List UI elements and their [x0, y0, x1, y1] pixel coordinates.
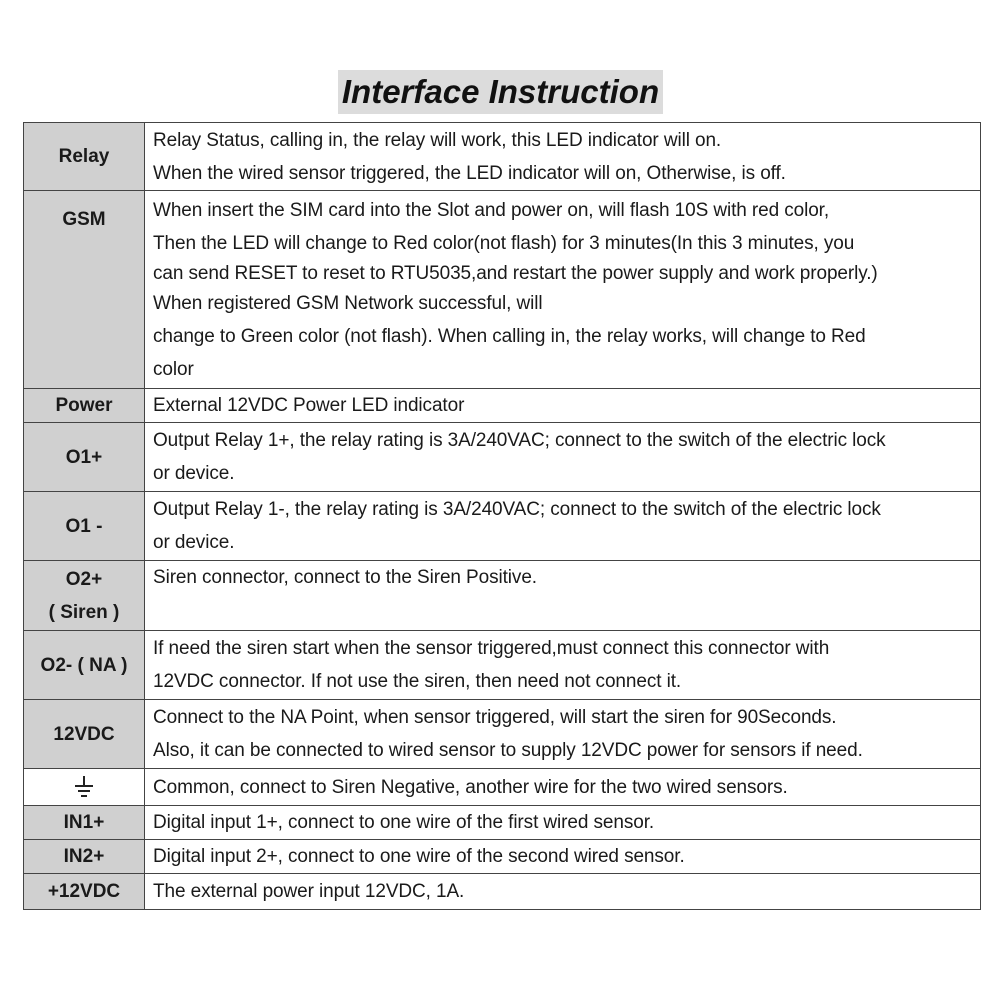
row-description: Siren connector, connect to the Siren Positive. [145, 561, 981, 631]
row-description: The external power input 12VDC, 1A. [145, 874, 981, 910]
row-description: Output Relay 1+, the relay rating is 3A/240VAC; connect to the switch of the electric lock or device. [145, 423, 981, 492]
row-label: Power [24, 389, 145, 423]
table-row [24, 561, 981, 631]
row-label: Relay [24, 123, 145, 191]
row-label: GSM [24, 191, 145, 389]
row-description: Digital input 2+, connect to one wire of the second wired sensor. [145, 840, 981, 874]
table-row [24, 631, 981, 700]
table-row [24, 769, 981, 806]
table-row [24, 874, 981, 910]
table-row [24, 700, 981, 769]
row-label [24, 769, 145, 806]
row-label: +12VDC [24, 874, 145, 910]
page-title: Interface Instruction [338, 70, 663, 114]
row-description: Output Relay 1-, the relay rating is 3A/240VAC; connect to the switch of the electric lock or device. [145, 492, 981, 561]
table-row [24, 123, 981, 191]
row-description: Connect to the NA Point, when sensor triggered, will start the siren for 90Seconds. Also, it can be connected to wired sensor to supply 12VDC power for sensors if need. [145, 700, 981, 769]
row-description: Common, connect to Siren Negative, another wire for the two wired sensors. [145, 769, 981, 806]
row-label: O2+ ( Siren ) [24, 561, 145, 631]
table-row [24, 389, 981, 423]
row-description: External 12VDC Power LED indicator [145, 389, 981, 423]
table-row [24, 423, 981, 492]
table-row [24, 806, 981, 840]
row-label: O2- ( NA ) [24, 631, 145, 700]
row-description: Relay Status, calling in, the relay will work, this LED indicator will on. When the wired sensor triggered, the LED indicator will on, Otherwise, is off. [145, 123, 981, 191]
table-row [24, 191, 981, 389]
row-description: When insert the SIM card into the Slot and power on, will flash 10S with red color, Then the LED will change to Red color(not flash) for 3 minutes(In this 3 minutes, you can send RESET to reset to RTU5035,and restart the power supply and work properly.) When registered GSM Network successful, will change to Green color (not flash). When calling in, the relay works, will change to Red color [145, 191, 981, 389]
row-description: Digital input 1+, connect to one wire of the first wired sensor. [145, 806, 981, 840]
table-row [24, 840, 981, 874]
table-row [24, 492, 981, 561]
row-label: IN2+ [24, 840, 145, 874]
row-label: IN1+ [24, 806, 145, 840]
row-label: O1 - [24, 492, 145, 561]
row-label: 12VDC [24, 700, 145, 769]
row-description: If need the siren start when the sensor triggered,must connect this connector with 12VDC connector. If not use the siren, then need not connect it. [145, 631, 981, 700]
ground-icon [71, 774, 97, 800]
row-label: O1+ [24, 423, 145, 492]
interface-table [23, 122, 981, 910]
